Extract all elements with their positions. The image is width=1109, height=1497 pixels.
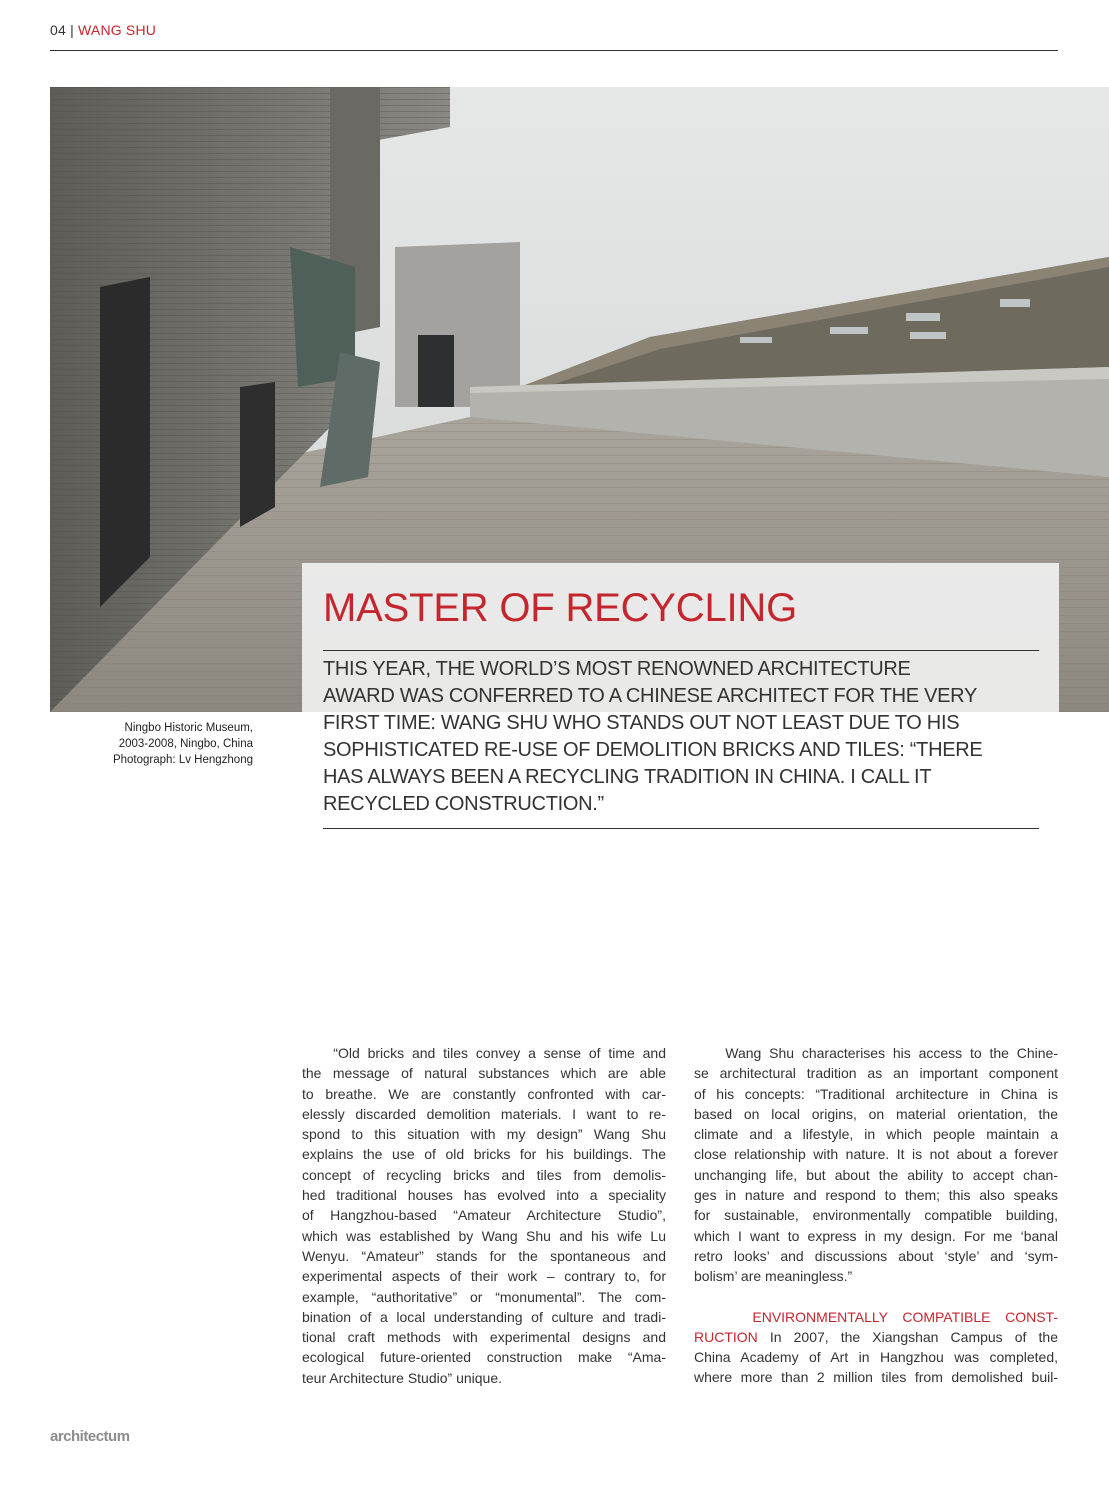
body-line: which was established by Wang Shu and his wife Lu (302, 1227, 666, 1244)
photo-caption (60, 720, 253, 768)
body-line: se architectural tradition as an important component (694, 1065, 1058, 1082)
body-line: based on local origins, on material orientation, the (694, 1105, 1058, 1122)
body-line: where more than 2 million tiles from demolished buil- (694, 1369, 1058, 1386)
body-line: spond to this situation with my design” Wang Shu (302, 1126, 666, 1143)
body-line: explains the use of old bricks for his buildings. The (302, 1146, 666, 1163)
header-separator: | (70, 22, 74, 38)
body-line: ecological future-oriented construction make “Ama- (302, 1349, 666, 1366)
body-line: to breathe. We are constantly confronted with car- (302, 1085, 666, 1102)
article-lead (323, 656, 1053, 818)
body-line: teur Architecture Studio” unique. (302, 1369, 503, 1386)
lead-line: RECYCLED CONSTRUCTION.” (323, 793, 604, 815)
body-line: of Hangzhou-based “Amateur Architecture Studio”, (302, 1207, 666, 1224)
subheading-continued: RUCTION (694, 1328, 758, 1345)
lead-line: FIRST TIME: WANG SHU WHO STANDS OUT NOT LEAST DUE TO HIS (323, 712, 960, 734)
title-rule (323, 650, 1039, 651)
body-line: the message of natural substances which are able (302, 1065, 666, 1082)
body-line (694, 1327, 1058, 1347)
body-line: experimental aspects of their work – contrary to, for (302, 1268, 666, 1285)
body-line: elessly discarded demolition materials. I want to re- (302, 1105, 666, 1122)
magazine-logo: architectum (50, 1428, 130, 1445)
caption-line: 2003-2008, Ningbo, China (118, 738, 253, 750)
body-line: unchanging life, but about the ability to accept chan- (694, 1166, 1058, 1183)
body-line: close relationship with nature. It is not about a forever (694, 1146, 1058, 1163)
body-line: “Old bricks and tiles convey a sense of time and (302, 1045, 666, 1061)
body-line: bination of a local understanding of culture and tradi- (302, 1308, 666, 1325)
body-line: China Academy of Art in Hangzhou was completed, (694, 1349, 1058, 1366)
body-line: for sustainable, environmentally compatible building, (694, 1207, 1058, 1224)
body-line: Wenyu. “Amateur” stands for the spontaneous and (302, 1247, 666, 1264)
header-rule (50, 50, 1058, 51)
body-line: climate and a lifestyle, in which people maintain a (694, 1126, 1058, 1143)
body-line: of his concepts: “Traditional architecture in China is (694, 1085, 1058, 1102)
body-line: example, “authoritative” or “monumental”. The com- (302, 1288, 666, 1305)
body-column-1 (302, 1043, 666, 1388)
body-line: bolism’ are meaningless.” (694, 1268, 853, 1285)
body-text: In 2007, the Xiangshan Campus of the (757, 1328, 1058, 1345)
lead-line: HAS ALWAYS BEEN A RECYCLING TRADITION IN CHINA. I CALL IT (323, 766, 932, 788)
running-header (50, 22, 156, 38)
body-line: Wang Shu characterises his access to the Chine- (694, 1045, 1058, 1061)
body-line: tional craft methods with experimental designs and (302, 1329, 666, 1346)
caption-line: Ningbo Historic Museum, (124, 722, 253, 734)
body-line: which I want to express in my design. For me ‘banal (694, 1227, 1058, 1244)
body-line: retro looks’ and discussions about ‘style’ and ‘sym- (694, 1247, 1058, 1264)
caption-line: Photograph: Lv Hengzhong (112, 754, 253, 766)
paragraph-spacer (694, 1287, 1058, 1307)
subheading: ENVIRONMENTALLY COMPATIBLE CONST- (694, 1308, 1058, 1325)
section-name: WANG SHU (78, 22, 157, 38)
lead-line: SOPHISTICATED RE-USE OF DEMOLITION BRICKS AND TILES: “THERE (323, 739, 983, 761)
lead-line: THIS YEAR, THE WORLD’S MOST RENOWNED ARCHITECTURE (323, 658, 911, 680)
lead-rule (323, 828, 1039, 829)
body-line: hed traditional houses has evolved into a speciality (302, 1187, 666, 1204)
body-column-2 (694, 1043, 1058, 1388)
lead-line: AWARD WAS CONFERRED TO A CHINESE ARCHITECT FOR THE VERY (323, 685, 977, 707)
page-number: 04 (50, 22, 66, 38)
body-line: concept of recycling bricks and tiles from demolis- (302, 1166, 666, 1183)
body-line: ges in nature and respond to them; this also speaks (694, 1187, 1058, 1204)
article-title: MASTER OF RECYCLING (323, 586, 798, 630)
